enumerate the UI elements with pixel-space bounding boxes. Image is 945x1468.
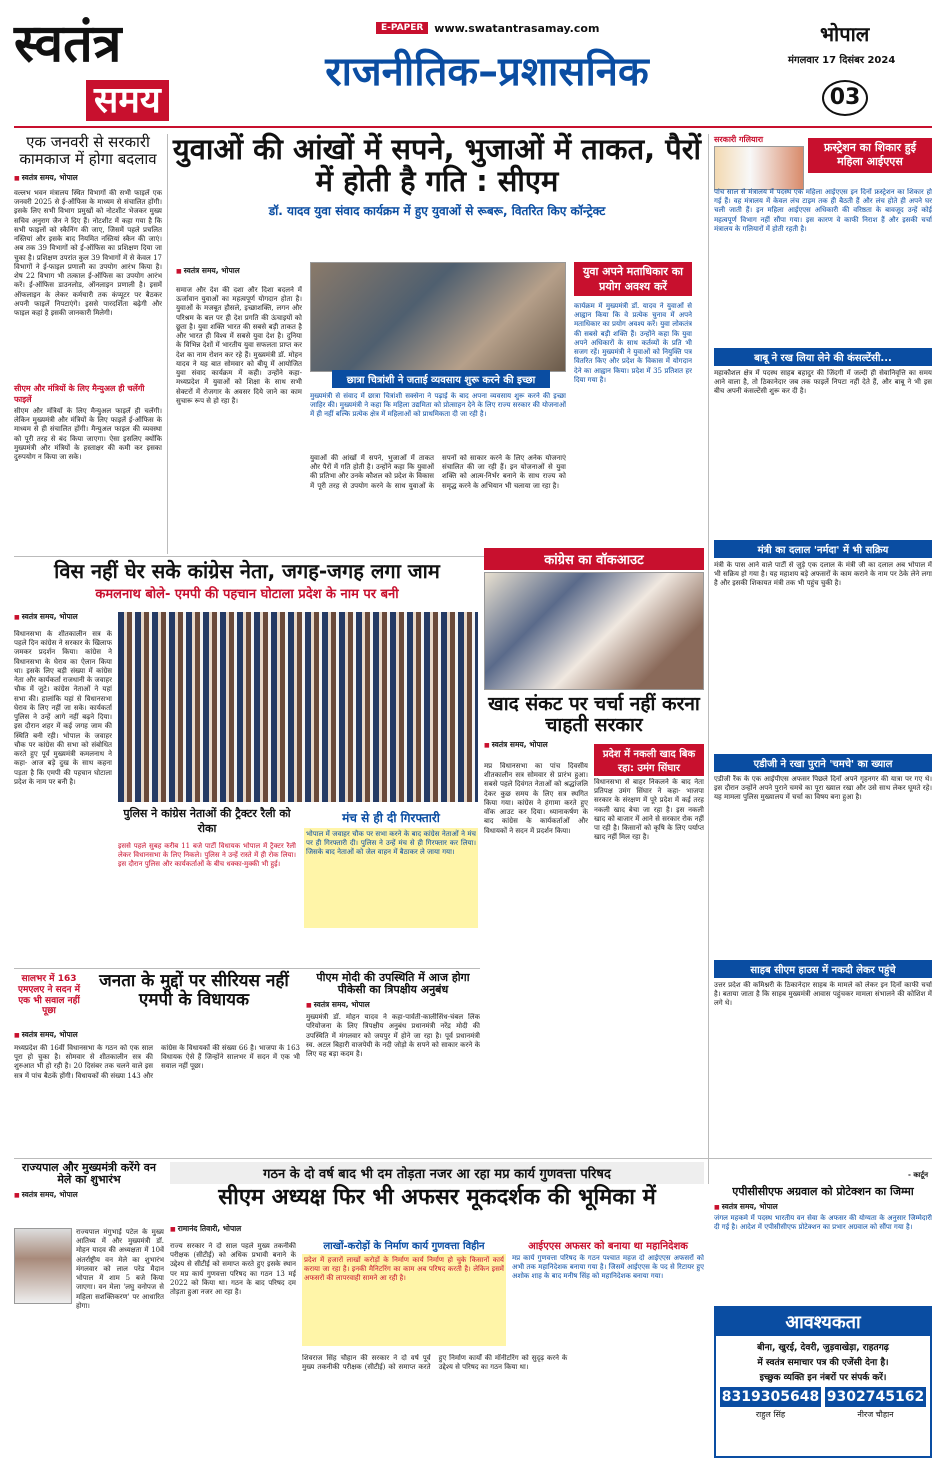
khad-side-body: विधानसभा से बाहर निकलने के बाद नेता प्रतिपक्ष उमंग सिंघार ने कहा- भाजपा सरकार के संरक्षण में पूरे प्रदेश में कई तरह नकली खाद बेचा जा रहा है। इस नकली खाद को बाजार में आने से सरकार रोक नहीं पा रही है। किसानों को कृषि के लिए पर्याप्त खाद नहीं मिल रहा है। <box>594 778 704 842</box>
protection-byline: ■ स्वतंत्र समय, भोपाल <box>714 1202 932 1212</box>
logo-bottom: समय <box>86 80 169 121</box>
right-item-3-headline: एडीजी ने रखा पुराने 'चमचे' का ख्याल <box>714 754 932 772</box>
congress-story <box>14 560 480 966</box>
ad-contact-2 <box>825 1387 926 1420</box>
website-link[interactable]: www.swatantrasamay.com <box>434 21 600 35</box>
right-item-4 <box>714 960 932 1182</box>
left-brief <box>14 134 162 566</box>
logo-top: स्वतंत्र <box>14 13 122 74</box>
right-item-1 <box>714 348 932 534</box>
mla-headline: जनता के मुद्दों पर सीरियस नहीं एमपी के विधायक <box>99 971 289 1010</box>
left-brief-headline: एक जनवरी से सरकारी कामकाज में होगा बदलाव <box>19 133 157 168</box>
lead-side-body: कार्यक्रम में मुख्यमंत्री डॉ. यादव ने युवाओं से आह्वान किया कि वे प्रत्येक चुनाव में अपने मताधिकार का प्रयोग अवश्य करें। युवा लोकतंत्र की सबसे बड़ी शक्ति हैं। उन्होंने कहा कि युवा अपने अधिकारों के साथ कर्तव्यों के प्रति भी सजग रहें। मुख्यमंत्री ने युवाओं को नियुक्ति पत्र वितरित किए और प्रदेश के विकास में योगदान देने का आह्वान किया। प्रदेश में 35 प्रतिशत हर दिया गया है। <box>574 302 692 384</box>
ad-contact-1 <box>720 1387 821 1420</box>
ad-line2: में स्वतंत्र समाचार पत्र की एजेंसी देना है। <box>757 1358 889 1368</box>
lead-headline: युवाओं की आंखों में सपने, भुजाओं में ताकत, पैरों में होती है गति : सीएम <box>172 132 702 198</box>
rajyapal-photo <box>14 1228 72 1304</box>
pm-body: मुख्यमंत्री डॉ. मोहन यादव ने कहा-पार्वती-कालीसिंध-चंबल लिंक परियोजना के लिए त्रिपक्षीय अनुबंध प्रधानमंत्री नरेंद्र मोदी की उपस्थिति में मंगलवार को जयपुर में होने जा रहा है। पूर्व प्रधानमंत्री स्व. अटल बिहारी वाजपेयी के नदी जोड़ो के सपने को साकार करने के लिए यह बड़ा कदम है। <box>306 1013 480 1059</box>
congress-deck: कमलनाथ बोले- एमपी की पहचान घोटाला प्रदेश के नाम पर बनी <box>95 587 399 602</box>
quality-story <box>170 1162 704 1458</box>
khad-side-head: प्रदेश में नकली खाद बिक रहा: उमंग सिंघार <box>594 744 704 776</box>
khad-byline: ■ स्वतंत्र समय, भोपाल <box>484 740 704 750</box>
lead-photo <box>310 262 566 372</box>
lead-col2: युवाओं की आंखों में सपने, भुजाओं में ताकत और पैरों में गति होती है। उन्होंने कहा कि युवाओं की प्रतिभा और उनके कौशल को प्रदेश के विकास में पूरी तरह से उपयोग करने के साथ युवाओं के सपनों को साकार करने के लिए अनेक योजनाएं संचालित की जा रही हैं। इन योजनाओं से युवा शक्ति को आत्म-निर्भर बनाने के साथ राज्य को समृद्ध करने के अभियान भी चलाया जा रहा है। <box>310 454 566 490</box>
right-item-3-body: एडीजी रैंक के एक आईपीएस अफसर पिछले दिनों अपने गृहनगर की यात्रा पर गए थे। इस दौरान उन्होंने अपने पुराने चमचे का पूरा ख्याल रखा और उसे साथ लेकर घूमते रहे। यह मामला पुलिस मुख्यालय में चर्चा का विषय बना हुआ है। <box>714 775 932 802</box>
khad-story <box>484 548 704 1160</box>
ad-name-1: राहुल सिंह <box>755 1410 786 1419</box>
mla-tag: सालभर में 163 एमएलए ने सदन में एक भी सवाल नहीं पूछा <box>17 974 81 1017</box>
quality-body2: शिवराज सिंह चौहान की सरकार ने दो वर्ष पूर्व मुख्य तकनीकी परीक्षक (सीटीई) को समाप्त करते हुए निर्माण कार्यों की मॉनीटरिंग को सुदृढ़ करने के उद्देश्य से परिषद का गठन किया था। <box>302 1354 568 1372</box>
arrest-body: भोपाल में जवाहर चौक पर सभा करने के बाद कांग्रेस नेताओं ने मंच पर ही गिरफ्तारी दी। पुलिस ने उन्हें मंच से ही गिरफ्तार कर लिया। जिसके बाद नेताओं को जेल वाहन में बैठाकर ले जाया गया। <box>304 828 478 928</box>
epaper-label: E-PAPER <box>376 22 428 34</box>
cartoon-body: पांच साल से मंत्रालय में पदस्थ एक महिला आईएएस इन दिनों फ्रस्ट्रेशन का शिकार हो गई हैं। वह मंत्रालय में केवल लंच टाइम तक ही बैठती हैं और लंच होते ही अपने घर चली जाती हैं। इन महिला आईएएस अधिकारी की वरिष्ठता के बावजूद उन्हें कोई महत्वपूर्ण विभाग नहीं सौंपा गया। इस कारण वे काफी निराश हैं और इसकी चर्चा मंत्रालय के गलियारों में होती रहती है। <box>714 188 932 233</box>
ad-title: आवश्यकता <box>716 1308 930 1336</box>
lead-photo-caption: छात्रा चित्रांशी ने जताई व्यवसाय शुरू करने की इच्छा <box>332 370 550 388</box>
khad-body: मप्र विधानसभा का पांच दिवसीय शीतकालीन सत्र सोमवार से प्रारंभ हुआ। सबसे पहले दिवंगत नेताओं को श्रद्धांजलि देकर कुछ समय के लिए सत्र स्थगित किया गया। कांग्रेस ने हंगामा करते हुए वॉक आउट कर दिया। ध्यानाकर्षण के बाद कांग्रेस के कार्यकर्ताओं और विधायकों ने सदन में प्रदर्शन किया। <box>484 762 588 835</box>
lead-col1: समाज और देश की दशा और दिशा बदलने में ऊर्जावान युवाओं का महत्वपूर्ण योगदान होता है। युवाओं के मजबूत हौसले, इच्छाशक्ति, लगन और परिश्रम के बल पर ही देश प्रगति की ऊंचाइयों को छूता है। युवा शक्ति भारत की सबसे बड़ी ताकत है और भारत ही विश्व में सबसे युवा देश है। दुनिया के विभिन्न देशों में भारतीय युवा सफलता प्राप्त कर देश का नाम रोशन कर रहे हैं। मुख्यमंत्री डॉ. मोहन यादव ने यह बात सोमवार को बीयू में आयोजित युवा संवाद कार्यक्रम में कही। उन्होंने कहा- मध्यप्रदेश में युवाओं को शिक्षा के साथ सभी सेक्टरों में रोजगार के अवसर दिये जाने का काम सुचारू रूप से हो रहा है। <box>176 286 302 405</box>
masthead-logo <box>14 13 194 128</box>
left-brief-byline: ■ स्वतंत्र समय, भोपाल <box>14 173 162 183</box>
quality-box-head: लाखों-करोड़ों के निर्माण कार्य गुणवत्ता विहीन <box>323 1241 485 1252</box>
ad-line1: बीना, खुरई, देवरी, जुड़वाखेड़ा, राहतगढ़ <box>757 1343 889 1353</box>
quality-headline: सीएम अध्यक्ष फिर भी अफसर मूकदर्शक की भूमिका में <box>218 1185 656 1210</box>
congress-box-body: इससे पहले सुबह करीब 11 बजे पार्टी विधायक भोपाल में ट्रैक्टर रैली लेकर विधानसभा के लिए निकले। पुलिस ने उन्हें रास्ते में ही रोक लिया। इस दौरान पुलिस और कार्यकर्ताओं के बीच धक्का-मुक्की भी हुई। <box>118 842 296 869</box>
right-item-4-headline: साहब सीएम हाउस में नकदी लेकर पहुंचे <box>714 960 932 978</box>
ad-phone-1[interactable]: 8319305648 <box>721 1389 820 1405</box>
right-item-2 <box>714 540 932 752</box>
quality-kicker: गठन के दो वर्ष बाद भी दम तोड़ता नजर आ रहा मप्र कार्य गुणवत्ता परिषद <box>170 1162 704 1184</box>
congress-photo <box>118 612 478 802</box>
rajyapal-headline: राज्यपाल और मुख्यमंत्री करेंगे वन मेले का शुभारंभ <box>22 1161 156 1187</box>
protection-body: जंगल महकमे में पदस्थ भारतीय वन सेवा के अफसर की योग्यता के अनुसार जिम्मेदारी दी गई है। आदेश में एपीसीसीएफ प्रोटेक्शन का प्रभार अग्रवाल को सौंपा गया है। <box>714 1214 932 1232</box>
right-item-1-headline: बाबू ने रख लिया लेने की कंसल्टेंसी... <box>714 348 932 366</box>
lead-byline: ■ स्वतंत्र समय, भोपाल <box>176 266 240 276</box>
lead-story <box>172 134 702 554</box>
epaper-bar <box>376 20 716 36</box>
mla-byline: ■ स्वतंत्र समय, भोपाल <box>14 1030 78 1040</box>
quality-box-body: प्रदेश में हजारों लाखों करोड़ों के निर्माण कार्य निर्माण हो चुके किसानों कार्य कराया जा रहा है। इनकी मैनिटरिंग का काम अब परिषद करती है। लेकिन इसमें अफसरों की लापरवाही सामने आ रही है। <box>302 1254 506 1346</box>
page-number: 03 <box>822 80 868 116</box>
masthead-rule <box>14 126 932 128</box>
cartoon-box <box>714 134 932 346</box>
divider <box>14 1158 932 1159</box>
divider <box>167 134 168 554</box>
city-name: भोपाल <box>820 22 870 46</box>
quality-body: राज्य सरकार ने दो साल पहले मुख्य तकनीकी परीक्षक (सीटीई) को अधिक प्रभावी बनाने के उद्देश्य से सीटीई को समाप्त करते हुए इसके स्थान पर मप्र कार्य गुणवत्ता परिषद का गठन 13 मई 2022 को किया था। गठन के बाद परिषद दम तोड़ता हुआ नजर आ रहा है। <box>170 1242 296 1297</box>
mla-body: मध्यप्रदेश की 16वीं विधानसभा के गठन को एक साल पूरा हो चुका है। सोमवार से शीतकालीन सत्र की शुरुआत भी हो रही है। 20 दिसंबर तक चलने वाले इस सत्र में पांच बैठकें होंगी। विधायकों की संख्या 143 और कांग्रेस के विधायकों की संख्या 66 है। भाजपा के 163 विधायक ऐसे हैं जिन्होंने सालभर में सदन में एक भी सवाल नहीं पूछा। <box>14 1044 300 1080</box>
agency-ad <box>714 1306 932 1458</box>
rajyapal-byline: ■ स्वतंत्र समय, भोपाल <box>14 1190 164 1200</box>
quality-side-body: मप्र कार्य गुणवत्ता परिषद के गठन पश्चात महज दो आईएएस अफसरों को अभी तक महानिदेशक बनाया गया है। जिसमें आईएएस के पद से रिटायर हुए अशोक शाह के बाद मनीष सिंह को महानिदेशक बनाया गया। <box>512 1254 704 1281</box>
divider <box>14 968 480 969</box>
lead-side-head: युवा अपने मताधिकार का प्रयोग अवश्य करें <box>574 262 692 296</box>
congress-box-head: पुलिस ने कांग्रेस नेताओं की ट्रैक्टर रैली को रोका <box>123 807 291 835</box>
cartoon-headline: फ्रस्ट्रेशन का शिकार हुई महिला आईएएस <box>808 138 932 173</box>
cartoon-label: सरकारी गलियारा <box>714 135 764 144</box>
divider <box>708 134 709 1184</box>
congress-byline: ■ स्वतंत्र समय, भोपाल <box>14 612 78 622</box>
right-item-3 <box>714 754 932 956</box>
ad-line3: इच्छुक व्यक्ति इन नंबरों पर संपर्क करें। <box>759 1373 887 1383</box>
walkout-tag: कांग्रेस का वॉकआउट <box>484 548 704 570</box>
issue-date: मंगलवार 17 दिसंबर 2024 <box>788 55 896 66</box>
section-title: राजनीतिक–प्रशासनिक <box>325 49 649 95</box>
cartoon-illustration <box>714 146 804 190</box>
arrest-head: मंच से ही दी गिरफ्तारी <box>304 808 478 827</box>
right-item-2-headline: मंत्री का दलाल 'नर्मदा' में भी सक्रिय <box>714 540 932 558</box>
ad-name-2: नीरज चौहान <box>857 1410 894 1419</box>
ad-phones <box>716 1383 930 1420</box>
pm-headline: पीएम मोदी की उपस्थिति में आज होगा पीकेसी का त्रिपक्षीय अनुबंध <box>316 971 470 997</box>
congress-body: विधानसभा के शीतकालीन सत्र के पहले दिन कांग्रेस ने सरकार के खिलाफ जमकर प्रदर्शन किया। कांग्रेस ने विधानसभा के घेराव का ऐलान किया था। इसके लिए बड़ी संख्या में कांग्रेस नेता और कार्यकर्ता राजधानी के जवाहर चौक में जुटे। कांग्रेस नेताओं ने यहां सभा की। हालांकि यहां से विधानसभा घेराव के लिए नहीं जा सके। कार्यकर्ता पुलिस ने उन्हें आगे नहीं बढ़ने दिया। इस दौरान शहर में कई जगह जाम की स्थिति बनी रही। भोपाल के जवाहर चौक पर कांग्रेस की सभा को संबोधित करते हुए पूर्व मुख्यमंत्री कमलनाथ ने कहा- आज बड़े दुख के साथ कहना पड़ता है कि एमपी की पहचान घोटाला प्रदेश के नाम पर बनी है। <box>14 630 112 786</box>
left-brief-subbody: सीएम और मंत्रियों के लिए मैन्युअल फाइलें ही चलेंगी। लेकिन मुख्यमंत्री और मंत्रियों के लिए फाइलें ई-ऑफिस के माध्यम से ही संचालित होंगी। मैन्युअल फाइल की व्यवस्था को पूरी तरह से बंद किया जाएगा। ऐसा इसलिए क्योंकि मुख्यमंत्री और मंत्रियों के हस्ताक्षर की कमी कर इसका दुरुपयोग न किया जा सके। <box>14 407 162 462</box>
quality-side-head: आईएएस अफसर को बनाया था महानिदेशक <box>528 1241 688 1252</box>
left-brief-subhead: सीएम और मंत्रियों के लिए मैन्युअल ही चलेंगी फाइलें <box>14 384 145 404</box>
right-item-4-body: उत्तर प्रदेश की कमिश्नरी के ठिकानेदार साहब के मामले को लेकर इन दिनों काफी चर्चा है। बताया जाता है कि साहब मुख्यमंत्री आवास पहुंचकर मामला संभालने की कोशिश में लगे थे। <box>714 981 932 1008</box>
pm-byline: ■ स्वतंत्र समय, भोपाल <box>306 1000 480 1010</box>
congress-headline: विस नहीं घेर सके कांग्रेस नेता, जगह-जगह लगा जाम <box>54 559 440 583</box>
left-brief-body: वल्लभ भवन मंत्रालय स्थित विभागों की सभी फाइलें एक जनवरी 2025 से ई-ऑफिस के माध्यम से संचालित होंगी। इसके लिए सभी विभाग प्रमुखों को नोटशीट भेजकर मुख्य सचिव अनुराग जैन ने दिए हैं। नोटशीट में कहा गया है कि सभी फाइलों को स्कैनिंग की जाए, जिसमें पहले प्रचलित नस्तियां और इसके बाद नियमित नस्तियां स्कैन की जाएं। अब तक 39 विभागों को ई-ऑफिस का प्रशिक्षण दिया जा चुका है। प्रशिक्षण उपरांत कुल 39 विभागों में से केवल 17 विभागों ने ई-फाइल प्रणाली का उपयोग आरंभ किया है। शेष 22 विभाग भी तत्काल ई-ऑफिस का उपयोग आरंभ करें। ई-ऑफिस डाउनलोड, ऑनलाइन प्रणाली है। इसमें ऑफलाइन के लेकर कर्मचारी तक कंप्यूटर पर बैठकर अपनी फाइलें निपटाएंगे। इससे पारदर्शिता बढ़ेगी और फाइल कहां है इसकी जानकारी मिलेगी। <box>14 189 162 318</box>
cartoonist-credit: - कार्टून <box>908 1171 928 1179</box>
quality-byline: ■ रामानंद तिवारी, भोपाल <box>170 1224 241 1234</box>
protection-story <box>714 1186 932 1302</box>
rajyapal-body: राज्यपाल मंगुभाई पटेल के मुख्य आतिथ्य में और मुख्यमंत्री डॉ. मोहन यादव की अध्यक्षता में 10वें अंतर्राष्ट्रीय वन मेले का शुभारंभ मंगलवार को लाल परेड मैदान भोपाल में शाम 5 बजे किया जाएगा। वन मेला 'लघु वनोपज से महिला सशक्तिकरण' पर आधारित होगा। <box>76 1228 164 1310</box>
right-item-1-body: महाकौशल क्षेत्र में पदस्थ साहब बहादुर की जिंदगी में जल्दी ही सेवानिवृत्ति का समय आने वाला है, तो ठिकानेदार जब तक फाइलें निपटा नहीं देते हैं, और बाबू ने भी इस बीच अपनी कंसल्टेंसी शुरू कर दी है। <box>714 369 932 396</box>
walkout-photo <box>484 572 704 690</box>
khad-headline: खाद संकट पर चर्चा नहीं करना चाहती सरकार <box>488 693 700 736</box>
ad-phone-2[interactable]: 9302745162 <box>826 1389 925 1405</box>
right-item-2-body: मंत्री के पास आने वाले पार्टी से जुड़े एक दलाल के मंत्री जी का दलाल अब भोपाल में भी सक्रिय हो गया है। यह महाशय बड़े अफसरों के काम कराने के नाम पर ठेके लेने लगा है और इसकी शिकायत मंत्री तक भी पहुंच चुकी है। <box>714 561 932 588</box>
lead-caption-body: मुख्यमंत्री से संवाद में छात्रा चित्रांशी सक्सेना ने पढ़ाई के बाद अपना व्यवसाय शुरू करने की इच्छा जाहिर की। मुख्यमंत्री ने कहा कि महिला उद्यमिता को प्रोत्साहन देने के लिए राज्य सरकार की योजनाओं में ही नहीं बल्कि प्रत्येक क्षेत्र में महिलाओं को प्राथमिकता दी जा रही है। <box>310 392 566 419</box>
protection-headline: एपीसीसीएफ अग्रवाल को प्रोटेक्शन का जिम्मा <box>732 1185 914 1198</box>
pm-story <box>306 972 480 1154</box>
mla-story <box>14 972 300 1154</box>
lead-deck: डॉ. यादव युवा संवाद कार्यक्रम में हुए युवाओं से रूबरू, वितरित किए कॉन्ट्रेक्ट <box>268 203 606 218</box>
rajyapal-story <box>14 1162 164 1458</box>
